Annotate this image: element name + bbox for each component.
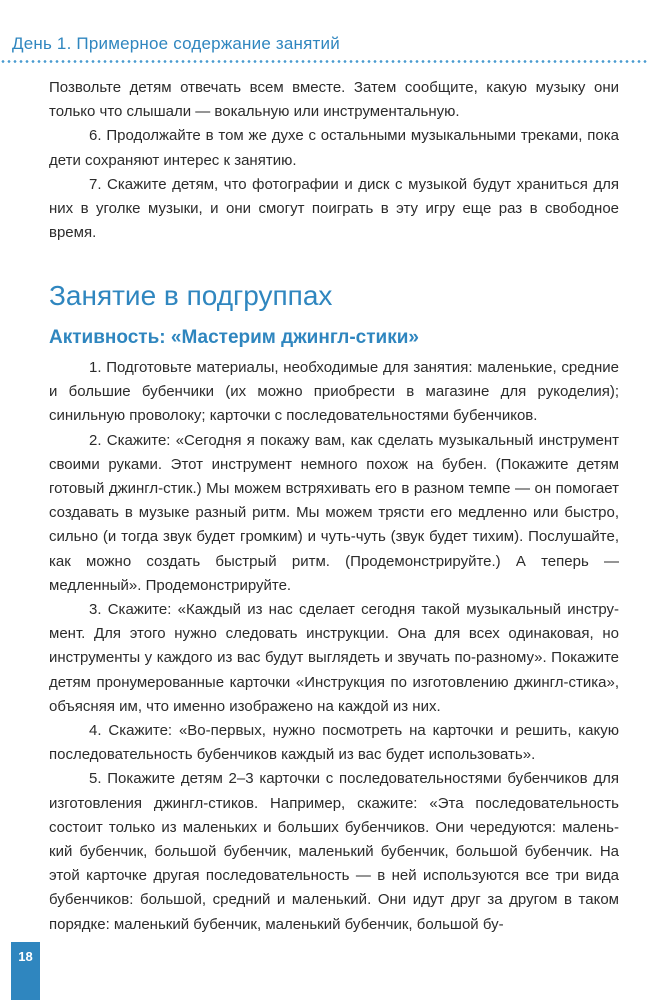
paragraph: Позвольте детям отвечать всем вместе. Затем сообщите, какую музыку они только что слышали — вокальную или инструментальную. — [49, 79, 619, 121]
page-number: 18 — [11, 942, 40, 972]
activity-title: Активность: «Мастерим джингл-стики» — [49, 327, 419, 348]
page-number-bar — [11, 972, 40, 1000]
paragraph: 5. Покажите детям 2–3 карточки с последовательностями бубенчиков для изготовления джингл-стиков. Например, скажите: «Эта последовательность состоит только из маленьких и больших бубенчиков. Они чередуются: маленький бубенчик, большой бубенчик, маленький бубенчик, большой бубенчик. На этой карточке другая последовательность — в ней используются все три вида бубенчиков: большой, средний и маленький. Они идут друг за другом в таком порядке: маленький бубенчик, маленький бубенчик, большой бу- — [49, 770, 619, 933]
paragraph: 1. Подготовьте материалы, необходимые для занятия: маленькие, средние и большие бубенчики (их можно приобрести в магазине для рукоделия); синильную проволоку; карточки с последовательностями бубенчиков. — [49, 359, 619, 425]
running-title: День 1. Примерное содержание занятий — [12, 34, 340, 53]
paragraph: 2. Скажите: «Сегодня я покажу вам, как сделать музыкальный инструмент своими руками. Этот инструмент немного похож на бубен. (Покажите детям готовый джингл-стик.) Мы можем встряхивать его в разном темпе — он помогает создавать в музыке разный ритм. Мы можем трясти его медленно или быстро, сильно (и тогда звук будет громким) и чуть-чуть (звук будет тихим). Послушайте, как можно создать быстрый ритм. (Продемонстрируйте.) А теперь — медленный». Продемонстрируйте. — [49, 431, 619, 594]
dotted-divider — [0, 60, 647, 63]
paragraph: 3. Скажите: «Каждый из нас сделает сегодня такой музыкальный инструмент. Для этого нужно следовать инструкции. Она для всех одинаковая, но инструменты у каждого из вас будут выглядеть и звучать по-разному». Покажите детям пронумерованные карточки «Инструкция по изготовлению джингл-стика», объясняя им, что именно изображено на каждой из них. — [49, 601, 619, 715]
section-title: Занятие в подгруппах — [49, 280, 333, 311]
paragraph: 6. Продолжайте в том же духе с остальными музыкальными треками, пока дети сохраняют интерес к занятию. — [49, 127, 619, 169]
activity-text — [49, 356, 619, 937]
intro-text — [49, 76, 619, 245]
paragraph: 7. Скажите детям, что фотографии и диск с музыкой будут храниться для них в уголке музыки, и они смогут поиграть в эту игру еще раз в свободное время. — [49, 175, 619, 242]
paragraph: 4. Скажите: «Во-первых, нужно посмотреть на карточки и решить, какую последовательность бубенчиков каждый из вас будет использовать». — [49, 722, 619, 764]
